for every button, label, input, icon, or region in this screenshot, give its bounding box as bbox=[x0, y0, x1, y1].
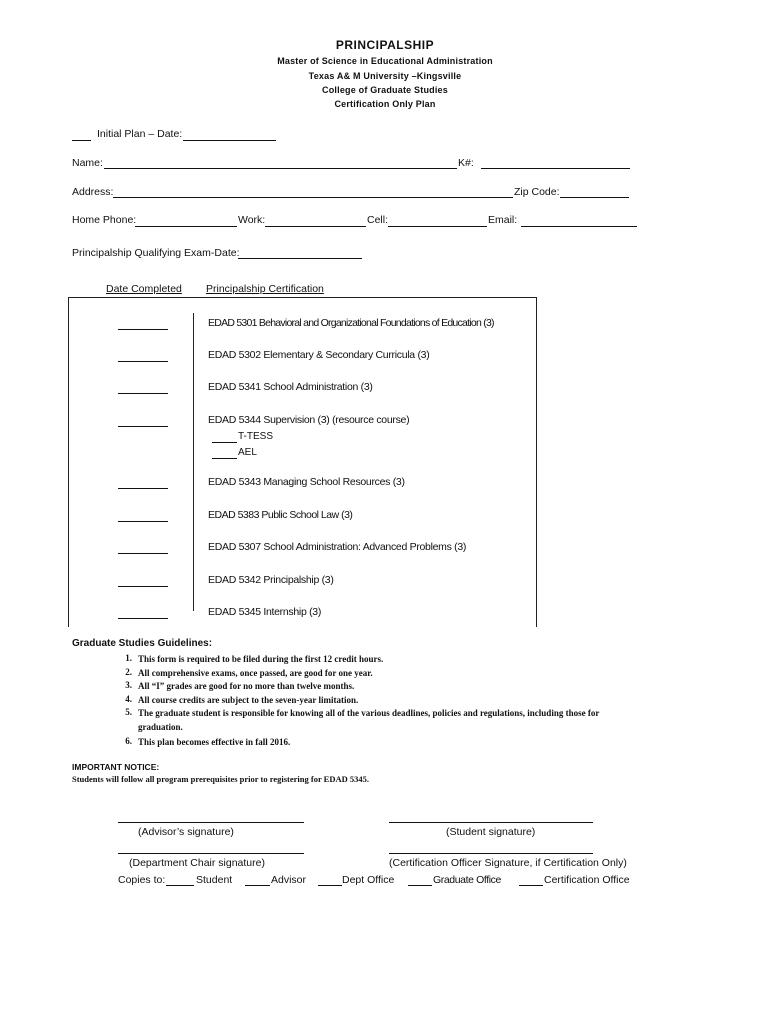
name-label: Name: bbox=[72, 157, 103, 169]
zip-code-label: Zip Code: bbox=[514, 186, 560, 198]
course-5307: EDAD 5307 School Administration: Advanced Problems (3) bbox=[208, 541, 467, 553]
university-name: Texas A& M University –Kingsville bbox=[308, 71, 462, 81]
work-phone-field[interactable] bbox=[265, 226, 366, 227]
exam-date-label: Principalship Qualifying Exam-Date: bbox=[72, 247, 240, 259]
guideline-number: 3. bbox=[125, 680, 132, 690]
cell-phone-field[interactable] bbox=[388, 226, 487, 227]
initial-plan-check-line[interactable] bbox=[72, 140, 91, 141]
date-field-5307[interactable] bbox=[118, 553, 168, 554]
copy-student-label: Student bbox=[196, 874, 233, 886]
department-chair-signature-line[interactable] bbox=[118, 853, 304, 854]
guideline-item: The graduate student is responsible for knowing all of the various deadlines, policies and regulations, including those for graduation. bbox=[138, 708, 600, 732]
student-signature-line[interactable] bbox=[389, 822, 593, 823]
copy-student-check-line[interactable] bbox=[166, 885, 194, 886]
ael-check-line[interactable] bbox=[212, 458, 237, 459]
table-top-border bbox=[68, 297, 536, 298]
k-number-field[interactable] bbox=[481, 168, 630, 169]
important-notice-title: IMPORTANT NOTICE: bbox=[72, 762, 160, 772]
guideline-item: All course credits are subject to the seven-year limitation. bbox=[138, 694, 359, 705]
k-number-label: K#: bbox=[458, 157, 474, 169]
email-field[interactable] bbox=[521, 226, 637, 227]
table-left-border bbox=[68, 297, 69, 627]
guideline-item: This plan becomes effective in fall 2016. bbox=[138, 737, 291, 747]
name-field[interactable] bbox=[104, 168, 457, 169]
course-5344: EDAD 5344 Supervision (3) (resource course) bbox=[208, 414, 410, 426]
guideline-item: All “I” grades are good for no more than twelve months. bbox=[138, 681, 355, 691]
certification-officer-signature-line[interactable] bbox=[389, 853, 593, 854]
home-phone-label: Home Phone: bbox=[72, 214, 137, 226]
t-tess-label: T-TESS bbox=[238, 431, 274, 442]
zip-code-field[interactable] bbox=[560, 197, 629, 198]
work-phone-label: Work: bbox=[238, 214, 266, 226]
date-field-5341[interactable] bbox=[118, 393, 168, 394]
college-name: College of Graduate Studies bbox=[322, 85, 448, 95]
ael-label: AEL bbox=[238, 447, 257, 458]
student-signature-label: (Student signature) bbox=[446, 826, 536, 838]
guideline-number: 2. bbox=[125, 666, 132, 677]
home-phone-field[interactable] bbox=[135, 226, 237, 227]
copy-dept-office-label: Dept Office bbox=[342, 874, 395, 886]
table-column-divider bbox=[193, 313, 194, 611]
initial-plan-label: Initial Plan – Date: bbox=[97, 128, 183, 140]
guideline-item: All comprehensive exams, once passed, are good for one year. bbox=[138, 667, 373, 678]
date-field-5343[interactable] bbox=[118, 488, 168, 489]
important-notice-text: Students will follow all program prerequisites prior to registering for EDAD 5345. bbox=[72, 774, 370, 784]
copies-to-label: Copies to: bbox=[118, 874, 166, 886]
page-title: PRINCIPALSHIP bbox=[335, 38, 435, 52]
address-field[interactable] bbox=[113, 197, 513, 198]
copy-certification-check-line[interactable] bbox=[519, 885, 543, 886]
t-tess-check-line[interactable] bbox=[212, 442, 237, 443]
guideline-item: This form is required to be filed during the first 12 credit hours. bbox=[138, 654, 384, 664]
guideline-number: 6. bbox=[125, 736, 132, 746]
course-5342: EDAD 5342 Principalship (3) bbox=[208, 574, 334, 586]
course-5383: EDAD 5383 Public School Law (3) bbox=[208, 509, 353, 521]
cell-phone-label: Cell: bbox=[367, 214, 389, 226]
initial-plan-date-field[interactable] bbox=[183, 140, 276, 141]
exam-date-field[interactable] bbox=[238, 258, 362, 259]
copy-dept-check-line[interactable] bbox=[318, 885, 342, 886]
date-field-5383[interactable] bbox=[118, 521, 168, 522]
principalship-certification-header: Principalship Certification bbox=[206, 283, 324, 295]
program-name: Master of Science in Educational Administration bbox=[277, 56, 493, 66]
course-5301: EDAD 5301 Behavioral and Organizational Foundations of Education (3) bbox=[208, 317, 494, 329]
date-field-5302[interactable] bbox=[118, 361, 168, 362]
guideline-number: 5. bbox=[125, 707, 132, 717]
advisor-signature-line[interactable] bbox=[118, 822, 304, 823]
course-5343: EDAD 5343 Managing School Resources (3) bbox=[208, 476, 405, 488]
copy-certification-office-label: Certification Office bbox=[544, 874, 630, 886]
date-completed-header: Date Completed bbox=[106, 283, 182, 295]
copy-graduate-check-line[interactable] bbox=[408, 885, 432, 886]
copy-advisor-check-line[interactable] bbox=[245, 885, 270, 886]
date-field-5301[interactable] bbox=[118, 329, 168, 330]
guideline-number: 4. bbox=[125, 693, 132, 704]
guideline-number: 1. bbox=[125, 653, 132, 663]
course-5341: EDAD 5341 School Administration (3) bbox=[208, 381, 373, 393]
table-right-border bbox=[536, 297, 537, 627]
course-5302: EDAD 5302 Elementary & Secondary Curricula (3) bbox=[208, 349, 430, 361]
department-chair-signature-label: (Department Chair signature) bbox=[129, 857, 265, 869]
advisor-signature-label: (Advisor’s signature) bbox=[138, 826, 234, 838]
copy-graduate-office-label: Graduate Office bbox=[433, 874, 501, 886]
copy-advisor-label: Advisor bbox=[271, 874, 307, 886]
plan-type: Certification Only Plan bbox=[334, 99, 436, 109]
address-label: Address: bbox=[72, 186, 114, 198]
certification-officer-signature-label: (Certification Officer Signature, if Certification Only) bbox=[389, 857, 627, 869]
date-field-5344[interactable] bbox=[118, 426, 168, 427]
date-field-5345[interactable] bbox=[118, 618, 168, 619]
guidelines-list bbox=[0, 653, 770, 753]
guidelines-title: Graduate Studies Guidelines: bbox=[72, 638, 213, 649]
date-field-5342[interactable] bbox=[118, 586, 168, 587]
email-label: Email: bbox=[488, 214, 518, 226]
course-5345: EDAD 5345 Internship (3) bbox=[208, 606, 322, 618]
